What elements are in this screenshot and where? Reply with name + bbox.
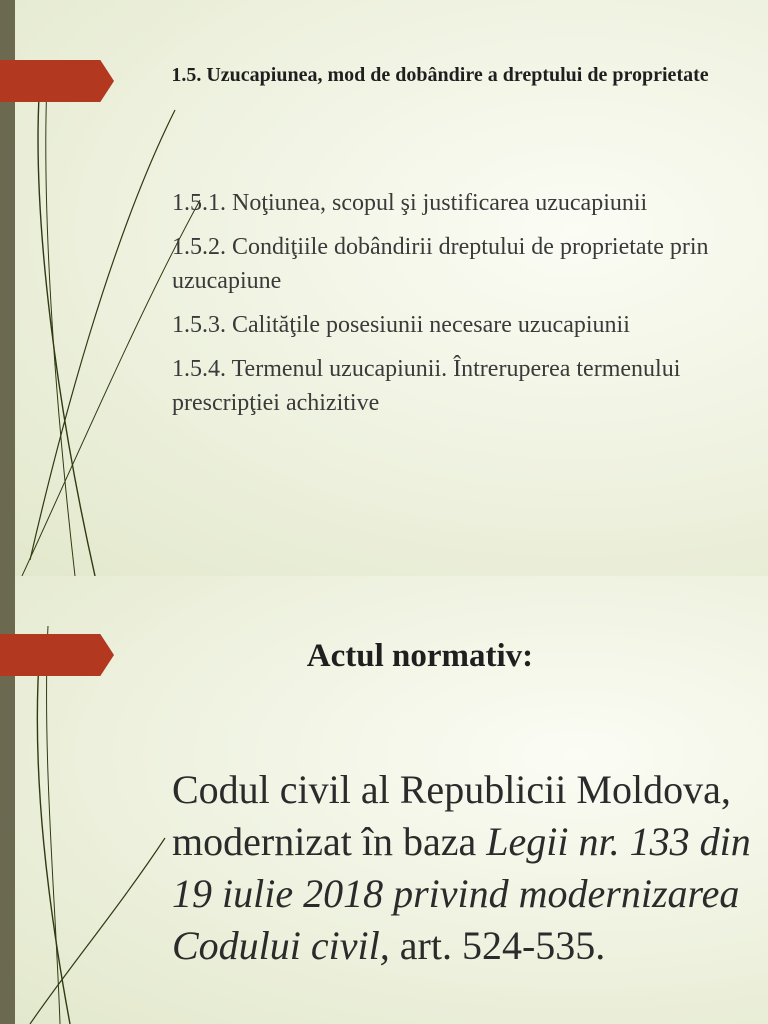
list-item: 1.5.1. Noţiunea, scopul şi justificarea uzucapiunii xyxy=(172,190,648,216)
list-item: 1.5.2. Condiţiile dobândirii dreptului de proprietate prin uzucapiune xyxy=(172,234,709,294)
slide-title: 1.5. Uzucapiunea, mod de dobândire a dreptului de proprietate xyxy=(171,64,709,86)
slide-body-text xyxy=(172,764,752,972)
list-item: 1.5.4. Termenul uzucapiunii. Întreruperea termenului prescripţiei achizitive xyxy=(172,356,681,416)
body-text-regular: Codul civil al Republicii Moldova, modernizat în baza xyxy=(172,767,731,864)
list-item: 1.5.3. Calităţile posesiunii necesare uzucapiunii xyxy=(172,312,630,338)
body-text-italic: Legii nr. 133 din 19 iulie 2018 privind modernizarea Codului civil, xyxy=(172,819,751,968)
slide-2 xyxy=(0,576,768,1024)
red-arrow-tab xyxy=(0,60,114,102)
topic-list xyxy=(172,186,732,430)
slide-heading: Actul normativ: xyxy=(306,638,534,674)
body-text-regular-end: art. 524-535. xyxy=(389,923,606,968)
